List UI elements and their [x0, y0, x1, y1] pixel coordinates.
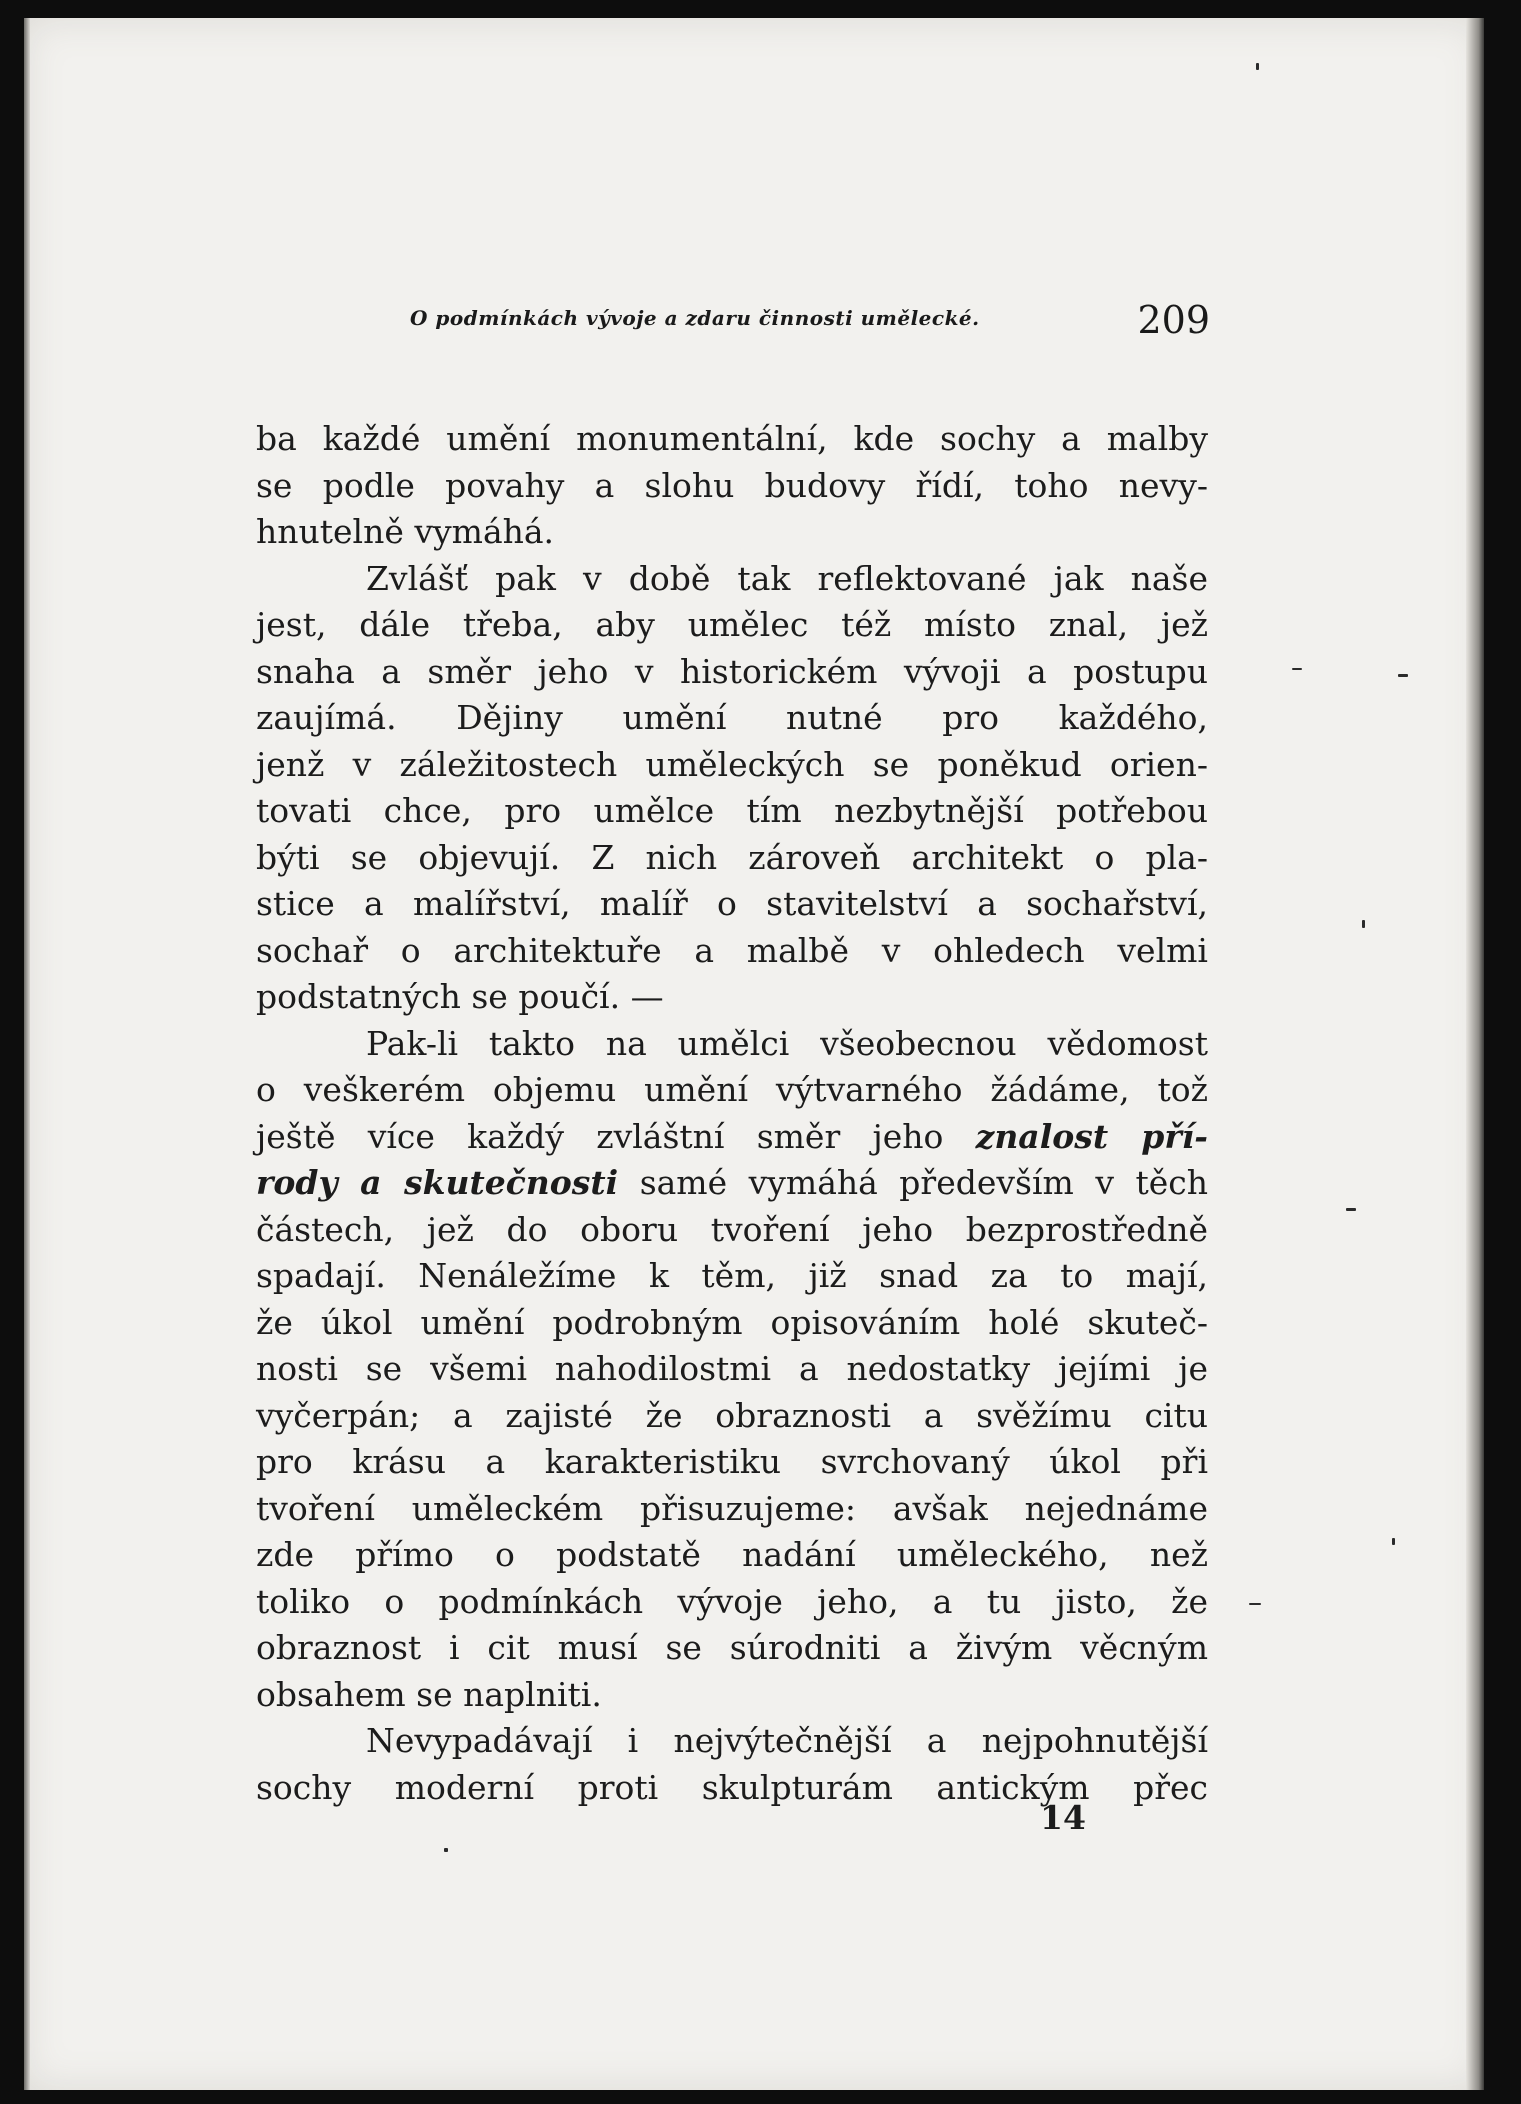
print-speck	[1398, 674, 1408, 677]
print-speck	[1346, 1208, 1356, 1211]
text-line: Nevypadávají i nejvýtečnější a nejpohnutější	[366, 1721, 1208, 1760]
text-line: zde přímo o podstatě nadání uměleckého, než	[256, 1535, 1208, 1574]
signature-mark: 14	[1040, 1798, 1086, 1837]
text-line: nosti se všemi nahodilostmi a nedostatky jejími je	[256, 1349, 1208, 1388]
text-line: sochy moderní proti skulpturám antickým přec	[256, 1767, 1208, 1807]
text-line: ba každé umění monumentální, kde sochy a malby	[256, 419, 1208, 458]
text-line: vyčerpán; a zajisté že obraznosti a svěžímu citu	[256, 1395, 1208, 1435]
text-line: sochař o architektuře a malbě v ohledech velmi	[256, 930, 1208, 970]
text-line: býti se objevují. Z nich zároveň architekt o pla-	[256, 837, 1208, 877]
text-line	[256, 1114, 1208, 1161]
text-line: se podle povahy a slohu budovy řídí, toho nevy-	[256, 465, 1208, 505]
page-left-edge	[24, 18, 30, 2090]
page-right-edge	[1466, 18, 1484, 2090]
print-speck	[1392, 1538, 1395, 1545]
text-line: stice a malířství, malíř o stavitelství a sochařství,	[256, 884, 1208, 923]
page-header	[410, 300, 1210, 350]
text-run: ještě více každý zvláštní směr jeho	[256, 1116, 944, 1156]
text-line: tovati chce, pro umělce tím nezbytnější potřebou	[256, 791, 1208, 830]
text-line: jenž v záležitostech uměleckých se poněkud orien-	[256, 744, 1208, 784]
text-line: obsahem se naplniti.	[256, 1674, 602, 1714]
running-title: O podmínkách vývoje a zdaru činnosti umělecké.	[410, 306, 980, 330]
page-number: 209	[1137, 298, 1210, 342]
text-line: tvoření uměleckém přisuzujeme: avšak nejednáme	[256, 1488, 1208, 1528]
text-line: zaujímá. Dějiny umění nutné pro každého,	[256, 698, 1208, 737]
text-line: toliko o podmínkách vývoje jeho, a tu jisto, že	[256, 1581, 1208, 1621]
text-line: jest, dále třeba, aby umělec též místo znal, jež	[256, 605, 1208, 644]
text-line: částech, jež do oboru tvoření jeho bezprostředně	[256, 1209, 1208, 1249]
text-line: Pak-li takto na umělci všeobecnou vědomost	[366, 1023, 1208, 1063]
text-line: spadají. Nenáležíme k těm, již snad za to mají,	[256, 1256, 1208, 1295]
text-run: samé vymáhá především v těch	[639, 1163, 1208, 1202]
paper-page	[24, 18, 1484, 2090]
print-speck	[1256, 63, 1259, 70]
print-speck	[444, 1848, 448, 1852]
body-text	[256, 416, 1208, 1811]
text-line: snaha a směr jeho v historickém vývoji a postupu	[256, 651, 1208, 691]
text-line: že úkol umění podrobným opisováním holé skuteč-	[256, 1302, 1208, 1342]
text-line: Zvlášť pak v době tak reflektované jak naše	[366, 558, 1208, 598]
print-speck	[1292, 668, 1302, 670]
emphasized-text: rody a skutečnosti	[256, 1163, 619, 1202]
text-line: hnutelně vymáhá.	[256, 512, 555, 551]
print-speck	[1249, 1603, 1261, 1605]
text-line: podstatných se poučí. —	[256, 977, 664, 1016]
text-line: pro krásu a karakteristiku svrchovaný úkol při	[256, 1442, 1208, 1481]
text-line: obraznost i cit musí se súrodniti a živým věcným	[256, 1628, 1208, 1667]
text-line: o veškerém objemu umění výtvarného žádáme, tož	[256, 1070, 1208, 1109]
text-line	[256, 1160, 1208, 1207]
emphasized-text: znalost pří-	[975, 1116, 1208, 1156]
print-speck	[1362, 920, 1365, 928]
